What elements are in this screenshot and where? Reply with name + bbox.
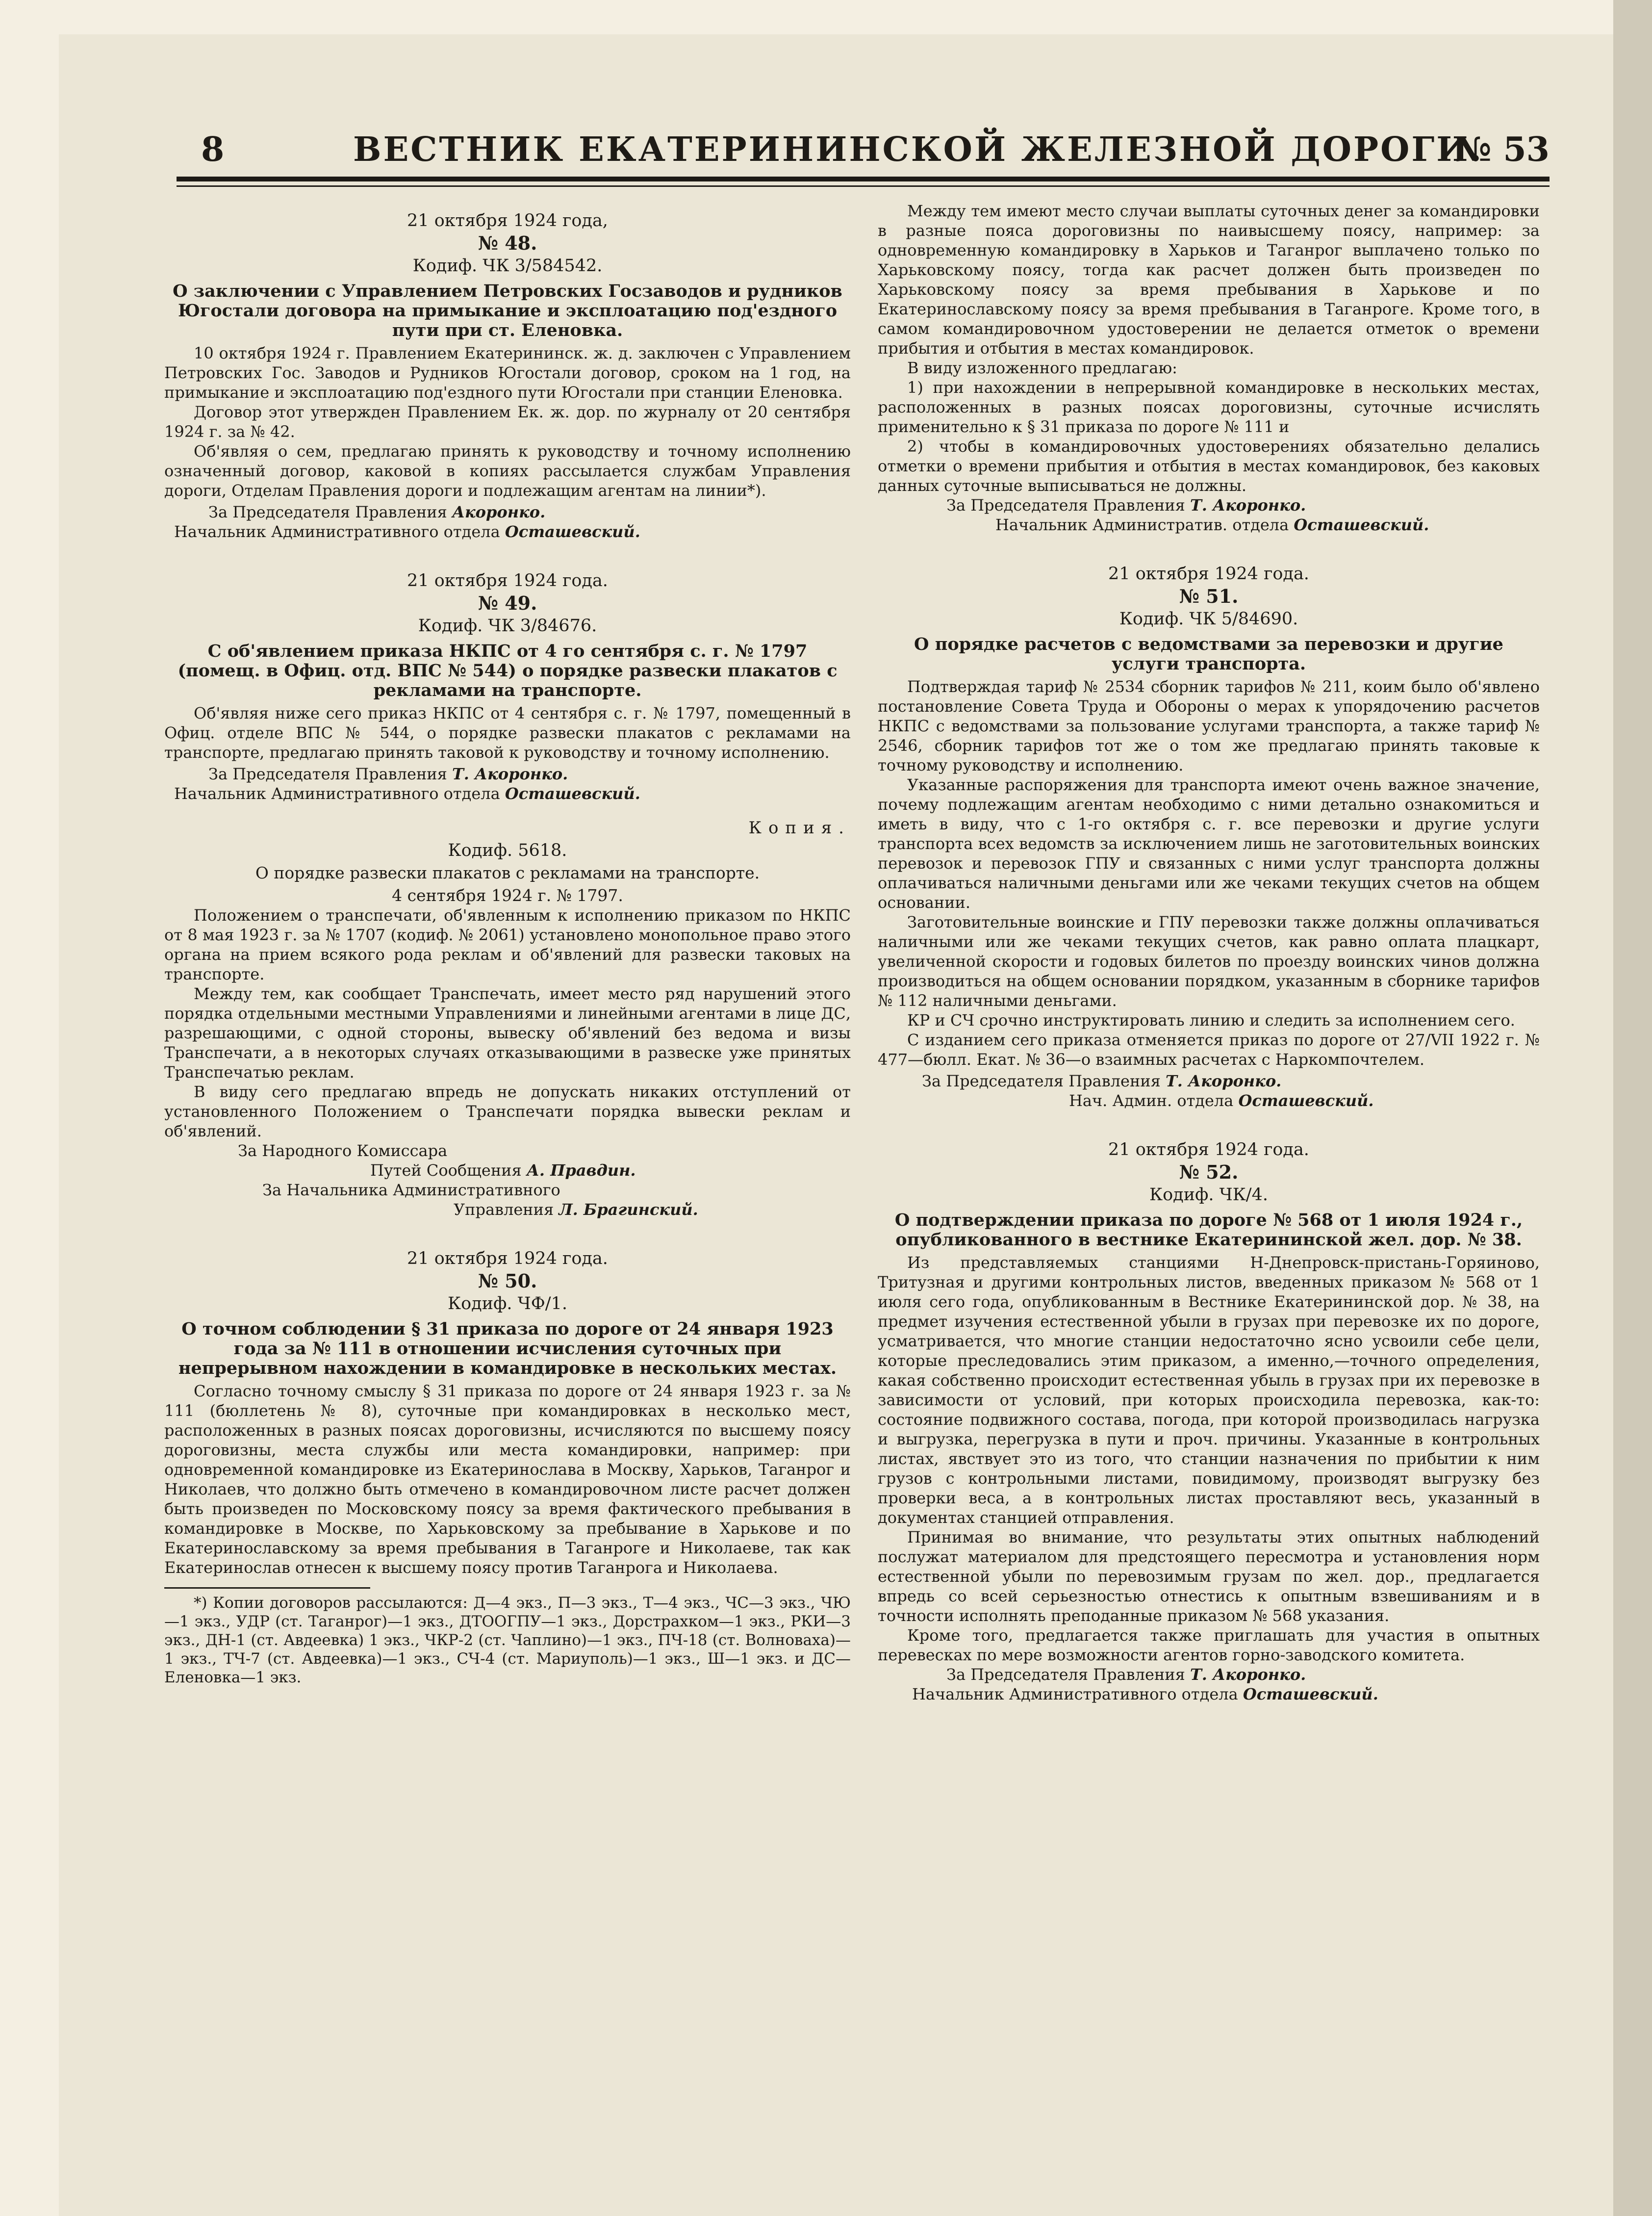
signature-admin bbox=[164, 522, 851, 541]
signature-admin bbox=[878, 1684, 1540, 1704]
order-number: № 50. bbox=[478, 1270, 537, 1292]
journal-title: ВЕСТНИК ЕКАТЕРИНИНСКОЙ ЖЕЛЕЗНОЙ ДОРОГИ. bbox=[353, 130, 1484, 169]
footnote-rule bbox=[164, 1587, 370, 1589]
signature-chairman bbox=[878, 495, 1540, 515]
header-rule-thin bbox=[177, 185, 1550, 187]
signature-chairman bbox=[878, 1071, 1540, 1091]
signature-title: Начальник Административного отдела bbox=[174, 522, 500, 541]
signature-commissar-name bbox=[164, 1160, 851, 1180]
signature-name: Т. Акоронко. bbox=[1190, 1665, 1306, 1684]
order-date: 21 октября 1924 года. bbox=[407, 1249, 608, 1268]
order-number: № 48. bbox=[478, 232, 537, 254]
order-48 bbox=[164, 211, 851, 541]
order-49 bbox=[164, 571, 851, 803]
order-paragraph: Из представляемых станциями Н-Днепровск-пристань-Горяиново, Тритузная и другими контрольных листов, введенных приказом № 568 от 1 июля сего года, опубликованным в Вестнике Екатерининской дор. № 38, на предмет изучения естественной убыли в грузах при перевозке их по дороге, усматривается, что многие станции недостаточно ясно усвоили себе цели, которые преследовались этим приказом, а именно,—точного определения, какая собственно происходит естественная убыль в грузах при их перевозке в зависимости от условий, при которых происходила перевозка, как-то: состояние подвижного состава, погода, при которой производилась нагрузка и выгрузка, перегрузка в пути и проч. причины. Указанные в контрольных листах, явствует это из того, что станции назначения по прибытии к ним грузов с контрольными листами, повидимому, производят выгрузку без проверки веса, а в контрольных листах проставляют весь, указанный в документах станцией отправления. bbox=[878, 1253, 1540, 1527]
signature-name: Л. Брагинский. bbox=[559, 1200, 698, 1219]
signature-title: За Председателя Правления bbox=[946, 496, 1185, 515]
signature-name: А. Правдин. bbox=[526, 1161, 636, 1180]
adjacent-page-edge bbox=[1613, 0, 1652, 2216]
order-heading: С об'явлением приказа НКПС от 4 го сентября с. г. № 1797 (помещ. в Офиц. отд. ВПС № 544) о порядке развески плакатов с рекламами на транспорте. bbox=[178, 641, 838, 700]
copy-date: 4 сентября 1924 г. № 1797. bbox=[392, 886, 623, 905]
copy-paragraph: Положением о транспечати, об'явленным к исполнению приказом по НКПС от 8 мая 1923 г. за № 1707 (кодиф. № 2061) установлено монопольное право этого органа на прием всякого рода реклам и об'явлений для развески таковых на транспорте. bbox=[164, 906, 851, 983]
order-51 bbox=[878, 564, 1540, 1110]
signature-name: Осташевский. bbox=[505, 522, 640, 541]
copy-section bbox=[164, 818, 851, 1219]
copy-subtitle: О порядке развески плакатов с рекламами на транспорте. bbox=[255, 863, 760, 882]
signature-title: За Председателя Правления bbox=[946, 1665, 1185, 1684]
signature-chairman bbox=[164, 764, 851, 784]
header-rule bbox=[177, 177, 1550, 181]
signature-commissar: За Народного Комиссара bbox=[238, 1141, 448, 1160]
signature-chairman bbox=[878, 1665, 1540, 1684]
signature-admin-department: За Начальника Административного bbox=[262, 1181, 560, 1199]
order-paragraph: Указанные распоряжения для транспорта имеют очень важное значение, почему подлежащим агентам необходимо с ними детально ознакомиться и иметь в виду, что с 1-го октября с. г. все перевозки и другие услуги транспорта всех ведомств за исключением лишь не заготовительных воинских перевозок и перевозок ГПУ и связанных с ними услуг транспорта должны оплачиваться наличными деньгами или же чеками текущих счетов на общем основании. bbox=[878, 775, 1540, 912]
order-codif: Кодиф. ЧФ/1. bbox=[448, 1294, 567, 1314]
order-paragraph: Заготовительные воинские и ГПУ перевозки также должны оплачиваться наличными или же чеками текущих счетов, как равно оплата плацкарт, увеличенной скорости и годовых билетов по проезду воинских чинов должна производиться на общем основании порядком, указанным в сборнике тарифов № 112 наличными деньгами. bbox=[878, 913, 1540, 1010]
order-number: № 49. bbox=[478, 592, 537, 614]
order-number: № 52. bbox=[1179, 1161, 1239, 1183]
signature-title: Нач. Админ. отдела bbox=[1069, 1091, 1234, 1110]
order-heading: О подтверждении приказа по дороге № 568 от 1 июля 1924 г., опубликованного в вестнике Екатерининской жел. дор. № 38. bbox=[894, 1210, 1523, 1250]
order-codif: Кодиф. ЧК 3/584542. bbox=[412, 256, 603, 276]
right-column bbox=[878, 201, 1540, 1704]
signature-admin bbox=[878, 1091, 1540, 1110]
order-number: № 51. bbox=[1179, 585, 1239, 607]
order-paragraph: С изданием сего приказа отменяется приказ по дороге от 27/VII 1922 г. № 477—бюлл. Екат. № 36—о взаимных расчетах с Наркомпочтелем. bbox=[878, 1031, 1540, 1069]
footnote: *) Копии договоров рассылаются: Д—4 экз., П—3 экз., Т—4 экз., ЧС—3 экз., ЧЮ—1 экз., УДР (ст. Таганрог)—1 экз., ДТООГПУ—1 экз., Дорстрахком—1 экз., РКИ—3 экз., ДН-1 (ст. Авдеевка) 1 экз., ЧКР-2 (ст. Чаплино)—1 экз., ПЧ-18 (ст. Волноваха)—1 экз., ТЧ-7 (ст. Авдеевка)—1 экз., СЧ-4 (ст. Мариуполь)—1 экз., Ш—1 экз. и ДС—Еленовка—1 экз. bbox=[164, 1594, 851, 1686]
page-number: 8 bbox=[201, 130, 225, 169]
signature-name: Осташевский. bbox=[1243, 1685, 1378, 1703]
signature-title: За Председателя Правления bbox=[208, 765, 447, 783]
signature-name: Т. Акоронко. bbox=[452, 765, 568, 783]
signature-admin bbox=[878, 515, 1540, 535]
signature-title: Начальник Административного отдела bbox=[174, 784, 500, 803]
signature-title: Управления bbox=[454, 1200, 554, 1219]
order-52 bbox=[878, 1140, 1540, 1704]
order-50 bbox=[164, 1249, 851, 1577]
order-date: 21 октября 1924 года. bbox=[1108, 564, 1309, 584]
left-column bbox=[164, 201, 851, 1687]
order-paragraph: Принимая во внимание, что результаты этих опытных наблюдений послужат материалом для предстоящего пересмотра и установления норм естественной убыли по перевозимым грузам по жел. дор., предлагается впредь со всей серьезностью отнестись к опытным взвешиваниям и в точности исполнять преподанные приказом № 568 указания. bbox=[878, 1528, 1540, 1625]
copy-label: Копия. bbox=[748, 818, 851, 838]
copy-paragraph: Между тем, как сообщает Транспечать, имеет место ряд нарушений этого порядка отдельными местными Управлениями и линейными агентами в лице ДС, разрешающими, с одной стороны, вывеску об'явлений без ведома и визы Транспечати, а в некоторых случаях отказывающими в развеске уже принятых Транспечатью реклам. bbox=[164, 984, 851, 1082]
order-heading: О порядке расчетов с ведомствами за перевозки и другие услуги транспорта. bbox=[914, 634, 1503, 674]
signature-title: Начальник Административного отдела bbox=[912, 1685, 1238, 1703]
order-paragraph: Об'являя ниже сего приказ НКПС от 4 сентября с. г. № 1797, помещенный в Офиц. отделе ВПС № 544, о порядке развески плакатов с рекламами на транспорте, предлагаю принять таковой к руководству и точному исполнению. bbox=[164, 704, 851, 762]
signature-title: За Председателя Правления bbox=[208, 503, 447, 521]
order-50-continued bbox=[878, 201, 1540, 535]
order-paragraph: Об'являя о сем, предлагаю принять к руководству и точному исполнению означенный договор, каковой в копиях рассылается службам Управления дороги, Отделам Правления дороги и подлежащим агентам на линии*). bbox=[164, 442, 851, 500]
signature-name: Т. Акоронко. bbox=[1190, 496, 1306, 515]
issue-number: № 53 bbox=[1455, 130, 1550, 169]
order-codif: Кодиф. ЧК/4. bbox=[1149, 1185, 1268, 1205]
signature-name: Осташевский. bbox=[505, 784, 640, 803]
order-paragraph: 1) при нахождении в непрерывной командировке в нескольких местах, расположенных в разных поясах дороговизны, суточные исчислять применительно к § 31 приказа по дороге № 111 и bbox=[878, 378, 1540, 436]
order-paragraph: Согласно точному смыслу § 31 приказа по дороге от 24 января 1923 г. за № 111 (бюллетень № 8), суточные при командировках в несколько мест, расположенных в разных поясах дороговизны, исчисляются по высшему поясу дороговизны, места службы или места командировки, например: при одновременной командировке из Екатеринослава в Москву, Харьков, Таганрог и Николаев, что должно быть отмечено в командировочном листе расчет должен быть произведен по Московскому поясу за время фактического пребывания в командировке в Москве, по Харьковскому за пребывание в Харькове и по Екатеринославскому за время пребывания в Таганроге и Николаеве, так как Екатеринослав отнесен к высшему поясу против Таганрога и Николаева. bbox=[164, 1382, 851, 1577]
order-paragraph: Договор этот утвержден Правлением Ек. ж. дор. по журналу от 20 сентября 1924 г. за № 42. bbox=[164, 403, 851, 441]
signature-admin-name bbox=[164, 1200, 851, 1219]
order-date: 21 октября 1924 года, bbox=[407, 211, 608, 231]
signature-title: Начальник Административ. отдела bbox=[995, 515, 1289, 534]
order-codif: Кодиф. ЧК 5/84690. bbox=[1119, 609, 1298, 629]
order-date: 21 октября 1924 года. bbox=[407, 571, 608, 591]
order-paragraph: 2) чтобы в командировочных удостоверениях обязательно делались отметки о времени прибытия и отбытия в местах командировок, без каковых данных суточные выписываться не должны. bbox=[878, 437, 1540, 495]
order-paragraph: 10 октября 1924 г. Правлением Екатерининск. ж. д. заключен с Управлением Петровских Гос. Заводов и Рудников Югостали договор, сроком на 1 год, на примыкание и эксплоатацию под'ездного пути Югостали при станции Еленовка. bbox=[164, 344, 851, 402]
order-paragraph: Подтверждая тариф № 2534 сборник тарифов № 211, коим было об'явлено постановление Совета Труда и Обороны о мерах к упорядочению расчетов НКПС с ведомствами за пользование услугами транспорта, а также тариф № 2546, сборник тарифов тот же о том же предлагаю принять таковые к точному руководству и исполнению. bbox=[878, 677, 1540, 774]
order-heading: О заключении с Управлением Петровских Госзаводов и рудников Югостали договора на примыкание и эксплоатацию под'ездного пути при ст. Еленовка. bbox=[173, 281, 842, 340]
order-paragraph: В виду изложенного предлагаю: bbox=[907, 359, 1177, 377]
signature-title: За Председателя Правления bbox=[922, 1072, 1161, 1090]
signature-chairman bbox=[164, 502, 851, 522]
signature-name: Акоронко. bbox=[452, 503, 546, 521]
order-heading: О точном соблюдении § 31 приказа по дороге от 24 января 1923 года за № 111 в отношении исчисления суточных при непрерывном нахождении в командировке в нескольких местах. bbox=[178, 1319, 837, 1378]
order-codif: Кодиф. ЧК 3/84676. bbox=[418, 616, 597, 636]
signature-name: Т. Акоронко. bbox=[1165, 1072, 1282, 1090]
copy-paragraph: В виду сего предлагаю впредь не допускать никаких отступлений от установленного Положением о Транспечати порядка вывески реклам и об'явлений. bbox=[164, 1082, 851, 1140]
order-paragraph: Между тем имеют место случаи выплаты суточных денег за командировки в разные пояса дороговизны по наивысшему поясу, например: за одновременную командировку в Харьков и Таганрог выплачено только по Харьковскому поясу, тогда как расчет должен быть произведен по Харьковскому поясу за время пребывания в Харькове и по Екатеринославскому поясу за время пребывания в Таганроге. Кроме того, в самом командировочном удостоверении не делается отметок о времени прибытия и отбытия в местах командировок. bbox=[878, 202, 1540, 358]
signature-title: Путей Сообщения bbox=[370, 1161, 522, 1180]
copy-codif: Кодиф. 5618. bbox=[448, 841, 567, 860]
order-paragraph: Кроме того, предлагается также приглашать для участия в опытных перевесках по мере возможности агентов горно-заводского комитета. bbox=[878, 1626, 1540, 1664]
signature-admin bbox=[164, 784, 851, 803]
order-paragraph: КР и СЧ срочно инструктировать линию и следить за исполнением сего. bbox=[907, 1011, 1515, 1030]
order-date: 21 октября 1924 года. bbox=[1108, 1140, 1309, 1160]
signature-name: Осташевский. bbox=[1294, 515, 1429, 534]
signature-name: Осташевский. bbox=[1238, 1091, 1374, 1110]
